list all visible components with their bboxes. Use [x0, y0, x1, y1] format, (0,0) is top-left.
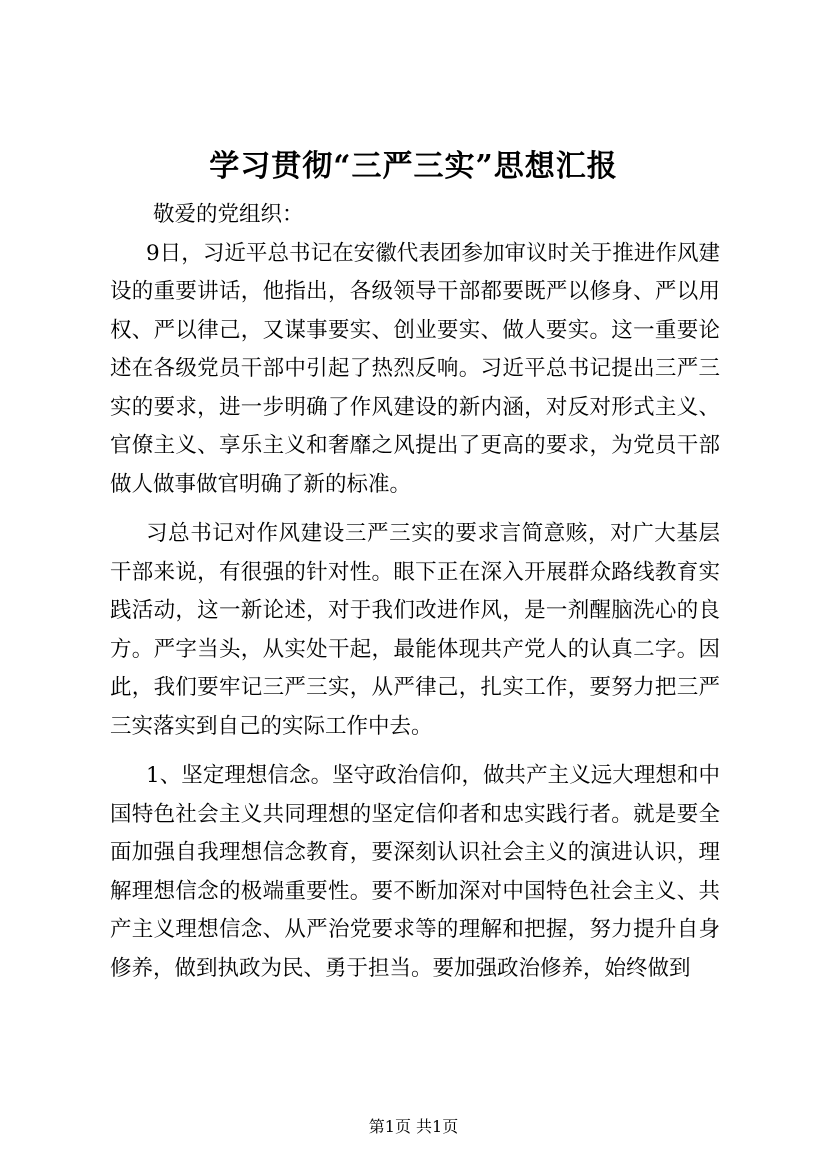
salutation: 敬爱的党组织： — [153, 202, 304, 227]
paragraph-3: 1、坚定理想信念。坚守政治信仰，做共产主义远大理想和中国特色社会主义共同理想的坚定信仰者和忠实践行者。就是要全面加强自我理想信念教育，要深刻认识社会主义的演进认识，理解理想信念的极端重要性。要不断加深对中国特色社会主义、共产主义理想信念、从严治党要求等的理解和把握，努力提升自身修养，做到执政为民、勇于担当。要加强政治修养，始终做到 — [110, 763, 720, 981]
paragraph-1: 9日，习近平总书记在安徽代表团参加审议时关于推进作风建设的重要讲话，他指出，各级领导干部都要既严以修身、严以用权、严以律己，又谋事要实、创业要实、做人要实。这一重要论述在各级党员干部中引起了热烈反响。习近平总书记提出三严三实的要求，进一步明确了作风建设的新内涵，对反对形式主义、官僚主义、享乐主义和奢靡之风提出了更高的要求，为党员干部做人做事做官明确了新的标准。 — [110, 240, 720, 497]
document-title: 学习贯彻“三严三实”思想汇报 — [209, 149, 618, 184]
paragraph-2: 习总书记对作风建设三严三实的要求言简意赅，对广大基层干部来说，有很强的针对性。眼下正在深入开展群众路线教育实践活动，这一新论述，对于我们改进作风，是一剂醒脑洗心的良方。严字当头，从实处干起，最能体现共产党人的认真二字。因此，我们要牢记三严三实，从严律己，扎实工作，要努力把三严三实落实到自己的实际工作中去。 — [110, 521, 720, 739]
document-body — [110, 196, 720, 988]
page-footer: 第1页 共1页 — [368, 1117, 459, 1136]
